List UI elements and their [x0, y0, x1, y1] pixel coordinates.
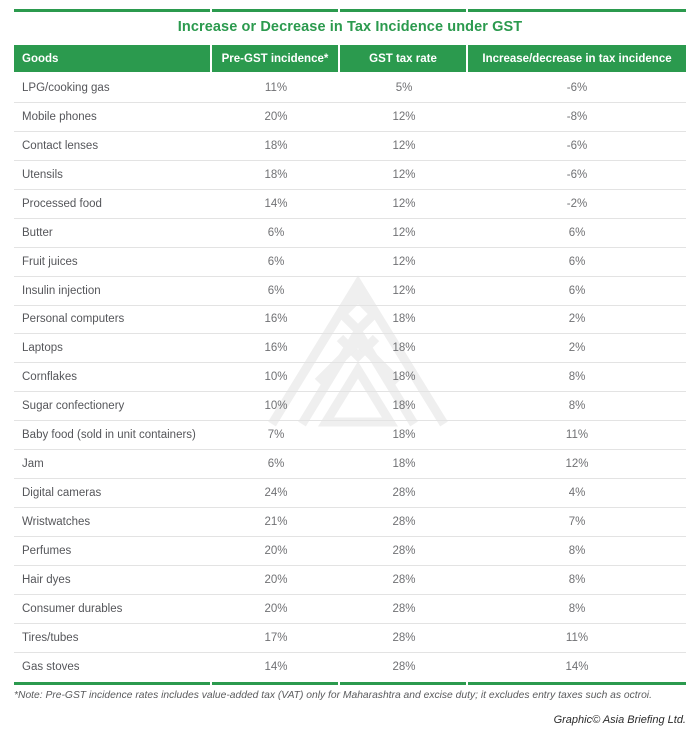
- cell-gst-tax-rate: 5%: [395, 81, 413, 94]
- cell-gst-tax-rate: 18%: [392, 400, 416, 413]
- table-row: [14, 537, 686, 566]
- cell-goods: Mobile phones: [22, 110, 97, 123]
- cell-goods: LPG/cooking gas: [22, 81, 110, 94]
- table-row: [14, 248, 686, 277]
- table-row: [14, 508, 686, 537]
- table-body: [14, 74, 686, 682]
- cell-pre-gst-incidence: 18%: [264, 139, 288, 152]
- footnote: *Note: Pre-GST incidence rates includes value-added tax (VAT) only for Maharashtra and excise duty; it excludes entry taxes such as octroi.: [14, 690, 652, 701]
- cell-tax-incidence-change: 8%: [568, 371, 586, 384]
- cell-tax-incidence-change: 8%: [568, 544, 586, 557]
- cell-tax-incidence-change: 11%: [565, 429, 589, 442]
- cell-tax-incidence-change: 8%: [568, 602, 586, 615]
- column-header-pre-gst-incidence: Pre-GST incidence*: [212, 45, 338, 72]
- cell-goods: Jam: [22, 458, 44, 471]
- cell-gst-tax-rate: 12%: [392, 197, 416, 210]
- table-row: [14, 132, 686, 161]
- table-row: [14, 306, 686, 335]
- table-row: [14, 479, 686, 508]
- cell-goods: Personal computers: [22, 313, 125, 326]
- cell-pre-gst-incidence: 6%: [267, 255, 285, 268]
- cell-gst-tax-rate: 12%: [392, 255, 416, 268]
- cell-tax-incidence-change: 12%: [565, 458, 589, 471]
- cell-gst-tax-rate: 28%: [392, 631, 416, 644]
- table-row: [14, 624, 686, 653]
- cell-pre-gst-incidence: 20%: [264, 544, 288, 557]
- cell-gst-tax-rate: 28%: [392, 544, 416, 557]
- cell-gst-tax-rate: 12%: [392, 226, 416, 239]
- cell-gst-tax-rate: 28%: [392, 661, 416, 674]
- cell-pre-gst-incidence: 6%: [267, 458, 285, 471]
- cell-goods: Gas stoves: [22, 661, 80, 674]
- table-row: [14, 74, 686, 103]
- cell-pre-gst-incidence: 17%: [264, 631, 288, 644]
- cell-tax-incidence-change: 11%: [565, 631, 589, 644]
- cell-tax-incidence-change: 7%: [568, 516, 586, 529]
- table-bottom-rule: [14, 682, 686, 685]
- cell-pre-gst-incidence: 14%: [264, 197, 288, 210]
- cell-pre-gst-incidence: 6%: [267, 226, 285, 239]
- cell-gst-tax-rate: 18%: [392, 371, 416, 384]
- cell-tax-incidence-change: 8%: [568, 400, 586, 413]
- cell-tax-incidence-change: -8%: [566, 110, 588, 123]
- cell-gst-tax-rate: 18%: [392, 313, 416, 326]
- cell-goods: Baby food (sold in unit containers): [22, 429, 196, 442]
- cell-tax-incidence-change: -6%: [566, 81, 588, 94]
- cell-goods: Digital cameras: [22, 487, 102, 500]
- cell-gst-tax-rate: 18%: [392, 429, 416, 442]
- cell-pre-gst-incidence: 20%: [264, 573, 288, 586]
- cell-tax-incidence-change: -6%: [566, 139, 588, 152]
- column-header-increase-decrease: Increase/decrease in tax incidence: [468, 45, 686, 72]
- cell-goods: Fruit juices: [22, 255, 78, 268]
- cell-goods: Cornflakes: [22, 371, 77, 384]
- cell-pre-gst-incidence: 10%: [264, 371, 288, 384]
- cell-gst-tax-rate: 28%: [392, 516, 416, 529]
- cell-pre-gst-incidence: 10%: [264, 400, 288, 413]
- cell-goods: Hair dyes: [22, 573, 71, 586]
- table-row: [14, 161, 686, 190]
- cell-pre-gst-incidence: 16%: [264, 342, 288, 355]
- cell-pre-gst-incidence: 7%: [267, 429, 285, 442]
- cell-tax-incidence-change: 8%: [568, 573, 586, 586]
- cell-tax-incidence-change: 6%: [568, 226, 586, 239]
- cell-goods: Wristwatches: [22, 516, 91, 529]
- cell-tax-incidence-change: 6%: [568, 255, 586, 268]
- table-row: [14, 450, 686, 479]
- cell-goods: Butter: [22, 226, 53, 239]
- table-row: [14, 566, 686, 595]
- cell-gst-tax-rate: 18%: [392, 342, 416, 355]
- table-row: [14, 219, 686, 248]
- table-top-rule: [14, 9, 686, 12]
- table-row: [14, 277, 686, 306]
- page-title: Increase or Decrease in Tax Incidence under GST: [177, 19, 523, 35]
- cell-tax-incidence-change: 14%: [565, 661, 589, 674]
- cell-pre-gst-incidence: 14%: [264, 661, 288, 674]
- table-row: [14, 421, 686, 450]
- cell-gst-tax-rate: 12%: [392, 139, 416, 152]
- cell-tax-incidence-change: 2%: [568, 313, 586, 326]
- cell-gst-tax-rate: 28%: [392, 602, 416, 615]
- cell-gst-tax-rate: 28%: [392, 573, 416, 586]
- table-row: [14, 190, 686, 219]
- cell-goods: Utensils: [22, 168, 63, 181]
- cell-gst-tax-rate: 18%: [392, 458, 416, 471]
- cell-goods: Processed food: [22, 197, 102, 210]
- cell-gst-tax-rate: 28%: [392, 487, 416, 500]
- cell-gst-tax-rate: 12%: [392, 110, 416, 123]
- graphic-credit: Graphic© Asia Briefing Ltd.: [553, 714, 686, 726]
- cell-tax-incidence-change: -6%: [566, 168, 588, 181]
- cell-gst-tax-rate: 12%: [392, 284, 416, 297]
- cell-tax-incidence-change: -2%: [566, 197, 588, 210]
- cell-pre-gst-incidence: 21%: [264, 516, 288, 529]
- cell-goods: Consumer durables: [22, 602, 123, 615]
- table-row: [14, 103, 686, 132]
- cell-goods: Laptops: [22, 342, 63, 355]
- cell-pre-gst-incidence: 16%: [264, 313, 288, 326]
- cell-goods: Contact lenses: [22, 139, 99, 152]
- table-row: [14, 595, 686, 624]
- cell-tax-incidence-change: 6%: [568, 284, 586, 297]
- cell-goods: Perfumes: [22, 544, 72, 557]
- table-row: [14, 392, 686, 421]
- column-header-goods: Goods: [14, 45, 210, 72]
- column-header-gst-tax-rate: GST tax rate: [340, 45, 466, 72]
- cell-gst-tax-rate: 12%: [392, 168, 416, 181]
- cell-pre-gst-incidence: 20%: [264, 110, 288, 123]
- table-row: [14, 653, 686, 682]
- cell-tax-incidence-change: 2%: [568, 342, 586, 355]
- cell-tax-incidence-change: 4%: [568, 487, 586, 500]
- cell-goods: Insulin injection: [22, 284, 101, 297]
- cell-pre-gst-incidence: 11%: [264, 81, 288, 94]
- cell-pre-gst-incidence: 24%: [264, 487, 288, 500]
- table-header: [14, 45, 686, 72]
- cell-pre-gst-incidence: 20%: [264, 602, 288, 615]
- cell-goods: Tires/tubes: [22, 631, 79, 644]
- table-row: [14, 334, 686, 363]
- cell-goods: Sugar confectionery: [22, 400, 125, 413]
- cell-pre-gst-incidence: 6%: [267, 284, 285, 297]
- cell-pre-gst-incidence: 18%: [264, 168, 288, 181]
- table-row: [14, 363, 686, 392]
